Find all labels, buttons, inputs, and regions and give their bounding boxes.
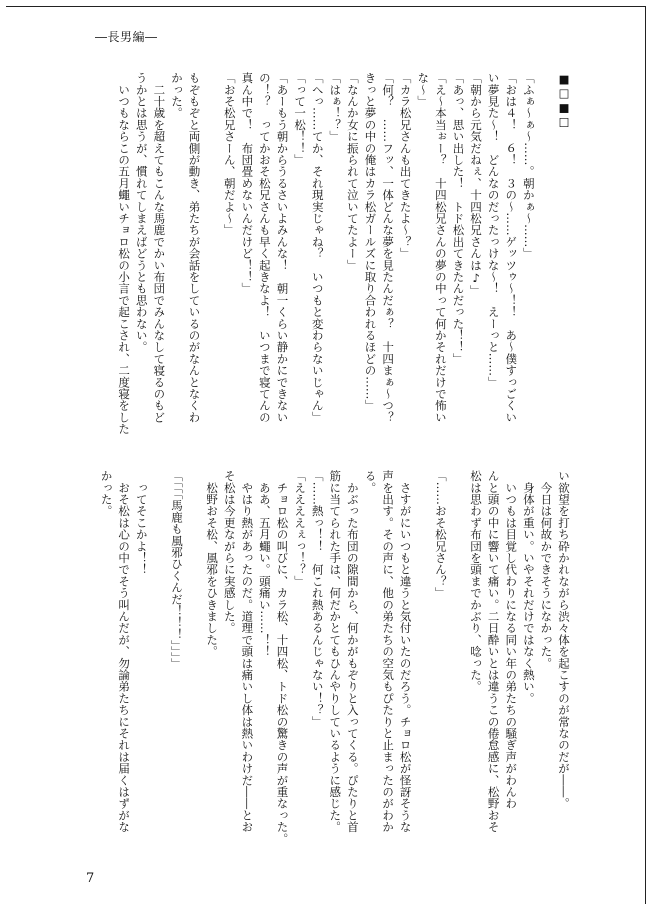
- upper-text-block: ■□■□ 「ふぁ～ぁ～……。朝かぁ～……」 「おは４！ ６！ ３の～……ゲッツゥ～！！ あ～僕すっごくい い夢見た～！ どんなのだったっけな～！ えーっと……」 「朝から元気だねぇ、十四松兄さんは♪」 「あっ、思い出した！ トド松出てきたんだった！！」 「え～本当ぉー？ 十四松兄さんの夢の中って何かそれだけで怖い な～」 「カラ松兄さんも出てきたよ～？」 「何？ ……フッ、一体どんな夢を見たんだぁ？ 十四まぁ～つ？ きっと夢の中の俺はカラ松ガールズに取り合われるほどの……」 「なんか女に振られて泣いてたよー」 「はぁ！？」 「へっ……てか、それ現実じゃね？ いつもと変わらないじゃん」 「って一松！！」 「あーもう朝からうるさいよみんな！ 朝一くらい静かにできない の！？ ってかおそ松兄さんも早く起きなよ！ いつまで寝てんの 真ん中で！ 布団畳めないんだけど！！」 「おそ松兄さーん、朝だよ～」 もぞもぞと両側が動き、弟たちが会話をしているのがなんとなくわ かった。 二十歳を超えてもこんな馬鹿でかい布団でみんなして寝るのもど うかとは思うが、慣れてしまえばどうとも思わない。 いつもならこの五月蠅いチョロ松の小言で起こされ、二度寝をした: [117, 72, 571, 435]
- lower-text-block: い欲望を打ち砕かれながら渋々体を起こすのが常なのだが――。 今日は何故かできそうになかった。 身体が重い。いやそれだけではなく熱い。 いつもは目覚し代わりになる同い年の弟たちの騒ぎ声がわんわ んと頭の中に響いて痛い。二日酔いとは違うこの倦怠感に、松野おそ 松は思わず布団を頭までかぶり、唸った。 「……おそ松兄さん？」 さすがにいつもと違うと気付いたのだろう。チョロ松が怪訝そうな 声を出す。その声に、他の弟たちの空気もぴたりと止まったのがわか る。 かぶった布団の隙間から、何かがもぞりと入ってくる。ぴたりと首 筋に当てられた手は、何だかとてもひんやりしているように感じた。 「……熱っ！！ 何これ熱あるんじゃない！？」 「ええええぇっ！？」 チョロ松の叫びに、カラ松、十四松、トド松の驚きの声が重なった。 ああ、五月蠅い。頭痛い……！！ やはり熱があったのだ。道理で頭は痛いし体は熱いわけだ――とお そ松は今更ながらに実感した。 松野おそ松、風邪をひきました。 「「「「馬鹿も風邪ひくんだ！！！」」」」 ってそこかよ！！ おそ松は心の中でそう叫んだが、勿論弟たちにそれは届くはずがな かった。: [99, 470, 571, 845]
- page-number: 7: [86, 871, 95, 886]
- chapter-header: ―長男編―: [95, 30, 158, 44]
